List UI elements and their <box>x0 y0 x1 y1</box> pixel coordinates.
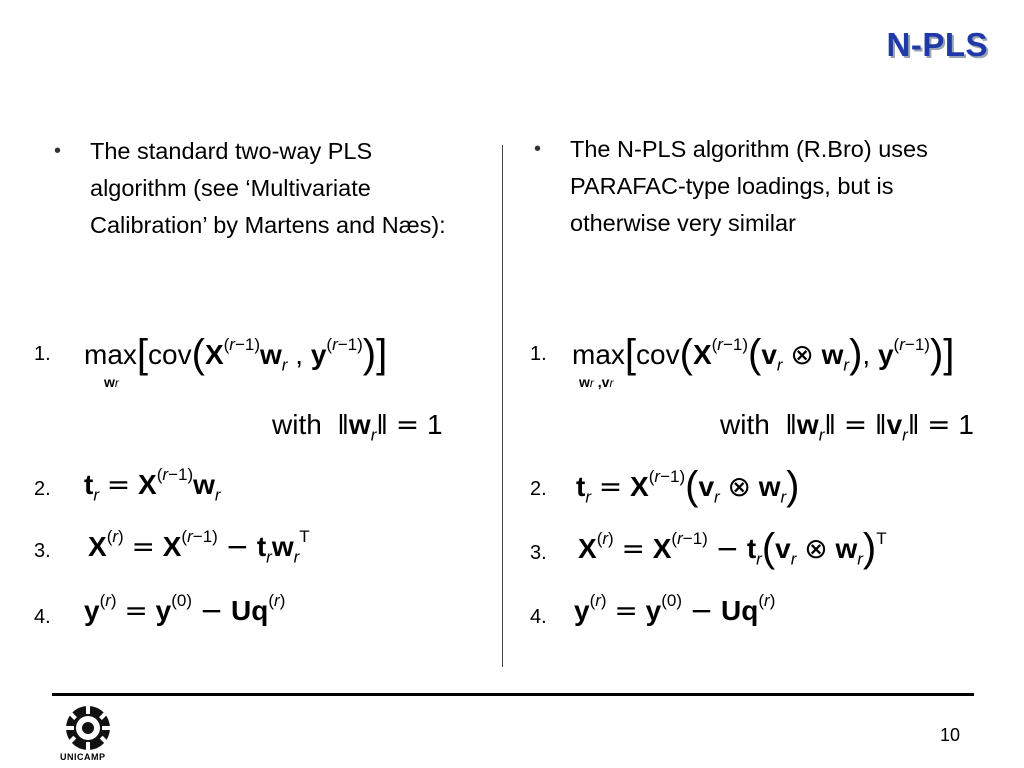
left-bullet-text: The standard two-way PLS algorithm (see ‘Multivariate Calibration’ by Martens and Næs): <box>90 138 446 238</box>
left-bullet <box>54 133 450 244</box>
right-constraint: with $‖w_r‖$ = $‖v_r‖ = 1$ <box>720 408 974 445</box>
column-divider <box>502 145 503 667</box>
right-step-1-number: 1. <box>530 343 547 365</box>
bullet-dot: • <box>54 140 62 162</box>
page-number: 10 <box>940 725 961 745</box>
with-label: with <box>272 409 322 440</box>
left-step-3-number: 3. <box>34 540 51 562</box>
slide-title: N-PLS <box>886 26 988 63</box>
left-eq-1: $\max[cov(X^{(r-1)}w_r$ , $y^{(r-1)}$)] <box>84 332 388 376</box>
right-eq-2: $t_r = X^{(r-1)}(v_r$ ⊗ $w_r$) <box>576 464 800 508</box>
right-step-4-number: 4. <box>530 606 547 628</box>
right-bullet-text: The N-PLS algorithm (R.Bro) uses PARAFAC-type loadings, but is otherwise very similar <box>570 136 928 236</box>
footer-rule <box>52 693 974 696</box>
right-eq-3: $X^{(r)} = X^{(r-1)} - t_r(v_r$ ⊗ $w_r)^T$ <box>578 526 887 570</box>
left-step-1-number: 1. <box>34 343 51 365</box>
right-step-3-number: 3. <box>530 542 547 564</box>
with-label: with <box>720 409 770 440</box>
left-step-4-number: 4. <box>34 606 51 628</box>
max-label: max <box>572 339 625 370</box>
left-max-subscript: wr <box>104 374 119 390</box>
right-eq-4: $y^{(r)} = y^{(0)} - Uq^{(r)}$ <box>574 590 776 627</box>
right-step-2-number: 2. <box>530 478 547 500</box>
left-step-2-number: 2. <box>34 478 51 500</box>
cov-label: cov <box>636 339 680 370</box>
left-eq-3: $X^{(r)} = X^{(r-1)} - t_rw_r^T$ <box>88 526 310 567</box>
bullet-dot: • <box>534 138 542 160</box>
max-label: max <box>84 339 137 370</box>
logo-text: UNICAMP <box>60 752 106 762</box>
left-constraint: with $‖w_r‖ = 1$ <box>272 408 443 445</box>
left-eq-2: $t_r = X^{(r-1)}w_r$ <box>84 464 221 505</box>
right-eq-1: $\max[cov(X^{(r-1)}(v_r$ ⊗ $w_r$), $y^{(r-1)}$)] <box>572 332 955 376</box>
right-bullet <box>534 131 950 242</box>
left-eq-4: $y^{(r)} = y^{(0)} - Uq^{(r)}$ <box>84 590 286 627</box>
right-max-subscript: wr ,vr <box>579 374 614 390</box>
cov-label: cov <box>148 339 192 370</box>
